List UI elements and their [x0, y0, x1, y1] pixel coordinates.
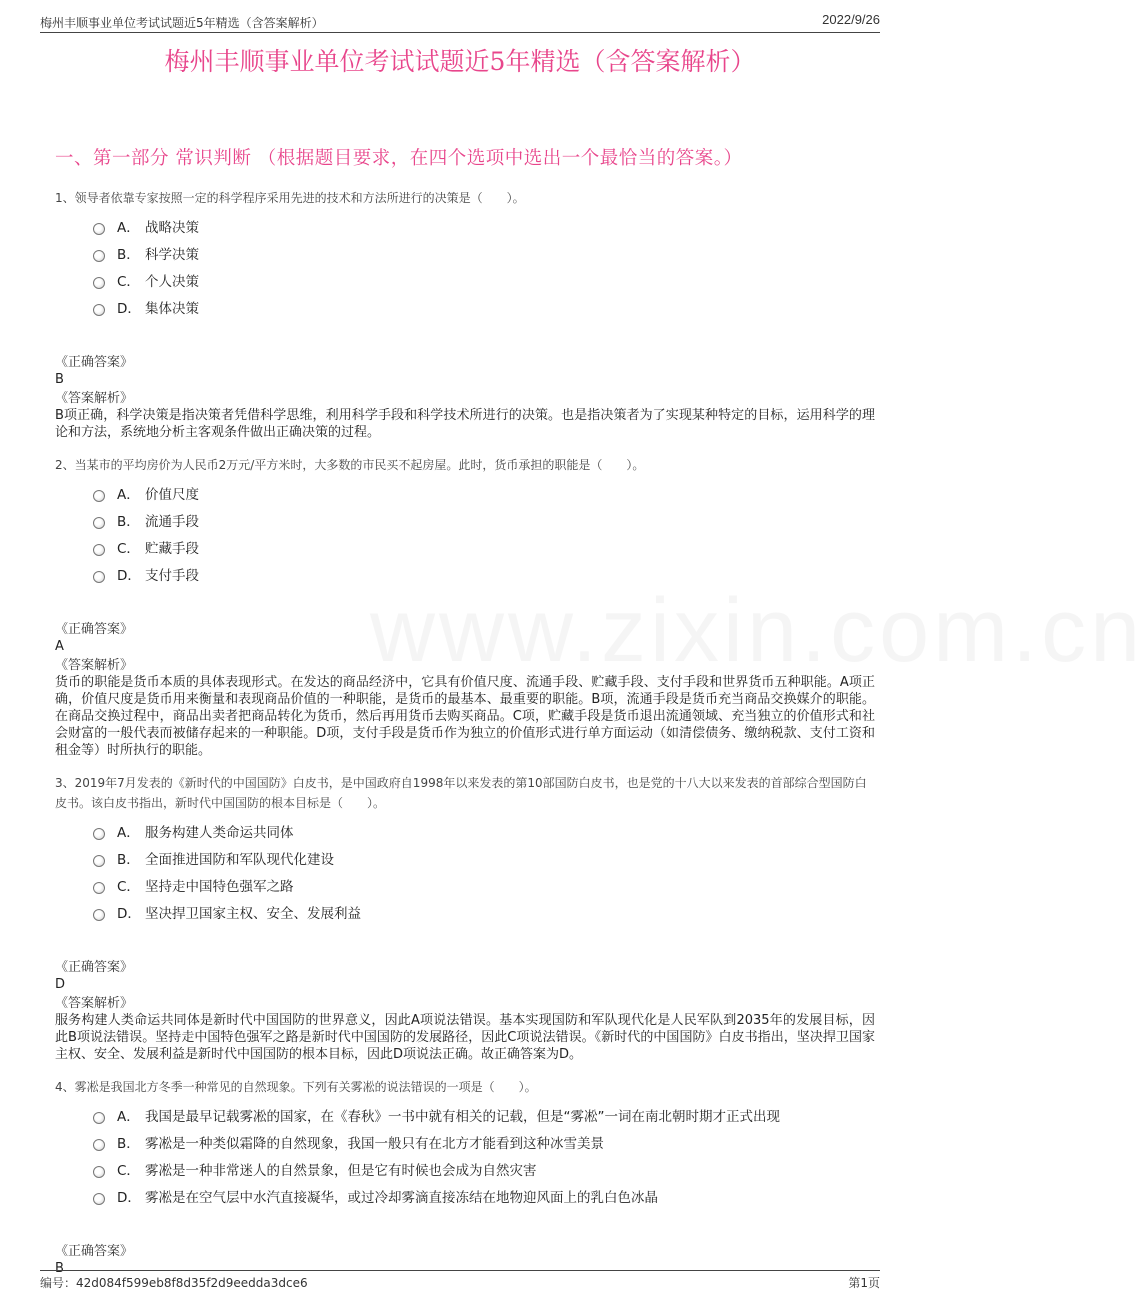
- option-text: 坚决捍卫国家主权、安全、发展利益: [145, 905, 361, 922]
- option-letter: C．: [117, 540, 140, 557]
- question-3: [55, 773, 875, 1063]
- option-letter: D．: [117, 567, 141, 584]
- explanation-label: 《答案解析》: [55, 658, 134, 673]
- option-letter: C．: [117, 273, 140, 290]
- question-4: [55, 1077, 875, 1277]
- question-list: [55, 188, 875, 1291]
- option-c[interactable]: [93, 871, 875, 898]
- radio-icon[interactable]: [93, 1166, 105, 1178]
- option-d[interactable]: [93, 560, 875, 587]
- radio-icon[interactable]: [93, 1112, 105, 1124]
- page-number: 第1页: [848, 1276, 880, 1290]
- option-text: 战略决策: [145, 219, 199, 236]
- option-letter: B．: [117, 246, 140, 263]
- answer-value: A: [55, 639, 64, 654]
- page-footer: [40, 1270, 880, 1291]
- option-letter: B．: [117, 513, 140, 530]
- option-text: 支付手段: [145, 567, 199, 584]
- radio-icon[interactable]: [93, 571, 105, 583]
- radio-icon[interactable]: [93, 544, 105, 556]
- watermark: www.zixin.com.cn: [370, 581, 1144, 681]
- option-a[interactable]: [93, 479, 875, 506]
- answer-value: D: [55, 977, 66, 992]
- option-letter: D．: [117, 1189, 141, 1206]
- question-1: [55, 188, 875, 441]
- option-text: 贮藏手段: [145, 540, 199, 557]
- answer-label: 《正确答案》: [55, 1244, 134, 1259]
- option-text: 流通手段: [145, 513, 199, 530]
- option-b[interactable]: [93, 844, 875, 871]
- option-c[interactable]: [93, 1155, 875, 1182]
- question-stem: 4、雾凇是我国北方冬季一种常见的自然现象。下列有关雾凇的说法错误的一项是（ ）。: [55, 1080, 537, 1094]
- option-b[interactable]: [93, 239, 875, 266]
- option-letter: D．: [117, 300, 141, 317]
- explanation-label: 《答案解析》: [55, 391, 134, 406]
- option-letter: A．: [117, 1108, 140, 1125]
- radio-icon[interactable]: [93, 277, 105, 289]
- radio-icon[interactable]: [93, 882, 105, 894]
- section-heading: 一、第一部分 常识判断 （根据题目要求，在四个选项中选出一个最恰当的答案。）: [55, 148, 743, 169]
- radio-icon[interactable]: [93, 250, 105, 262]
- answer-label: 《正确答案》: [55, 960, 134, 975]
- answer-value: B: [55, 372, 64, 387]
- explanation-label: 《答案解析》: [55, 996, 134, 1011]
- explanation-text: 货币的职能是货币本质的具体表现形式。在发达的商品经济中，它具有价值尺度、流通手段、贮藏手段、支付手段和世界货币五种职能。A项正确，价值尺度是货币用来衡量和表现商品价值的一种职能，是货币的最基本、最重要的职能。B项，流通手段是货币充当商品交换媒介的职能。在商品交换过程中，商品出卖者把商品转化为货币，然后再用货币去购买商品。C项，贮藏手段是货币退出流通领域、充当独立的价值形式和社会财富的一般代表而被储存起来的一种职能。D项，支付手段是货币作为独立的价值形式进行单方面运动（如清偿债务、缴纳税款、支付工资和租金等）时所执行的职能。: [55, 675, 875, 758]
- radio-icon[interactable]: [93, 517, 105, 529]
- radio-icon[interactable]: [93, 909, 105, 921]
- option-letter: D．: [117, 905, 141, 922]
- option-list: [93, 1101, 875, 1209]
- answer-label: 《正确答案》: [55, 622, 134, 637]
- option-letter: A．: [117, 219, 140, 236]
- radio-icon[interactable]: [93, 304, 105, 316]
- option-text: 价值尺度: [145, 486, 199, 503]
- option-d[interactable]: [93, 1182, 875, 1209]
- option-a[interactable]: [93, 212, 875, 239]
- option-b[interactable]: [93, 506, 875, 533]
- answer-value: B: [55, 1261, 64, 1276]
- option-d[interactable]: [93, 898, 875, 925]
- option-letter: B．: [117, 1135, 140, 1152]
- option-text: 我国是最早记载雾凇的国家，在《春秋》一书中就有相关的记载，但是“雾凇”一词在南北朝时期才正式出现: [145, 1108, 780, 1125]
- radio-icon[interactable]: [93, 1193, 105, 1205]
- option-letter: A．: [117, 486, 140, 503]
- header-doc-title: 梅州丰顺事业单位考试试题近5年精选（含答案解析）: [40, 16, 324, 30]
- option-text: 全面推进国防和军队现代化建设: [145, 851, 334, 868]
- radio-icon[interactable]: [93, 1139, 105, 1151]
- option-d[interactable]: [93, 293, 875, 320]
- option-letter: C．: [117, 878, 140, 895]
- option-b[interactable]: [93, 1128, 875, 1155]
- radio-icon[interactable]: [93, 828, 105, 840]
- question-2: [55, 455, 875, 759]
- answer-label: 《正确答案》: [55, 355, 134, 370]
- question-stem: 3、2019年7月发表的《新时代的中国国防》白皮书，是中国政府自1998年以来发表的第10部国防白皮书，也是党的十八大以来发表的首部综合型国防白皮书。该白皮书指出，新时代中国国防的根本目标是（ ）。: [55, 776, 867, 810]
- option-text: 雾凇是一种类似霜降的自然现象，我国一般只有在北方才能看到这种冰雪美景: [145, 1135, 604, 1152]
- option-a[interactable]: [93, 817, 875, 844]
- option-list: [93, 817, 875, 925]
- page-header: [40, 12, 880, 33]
- option-text: 雾凇是一种非常迷人的自然景象，但是它有时候也会成为自然灾害: [145, 1162, 537, 1179]
- header-date: 2022/9/26: [822, 12, 880, 27]
- explanation-text: B项正确，科学决策是指决策者凭借科学思维，利用科学手段和科学技术所进行的决策。也是指决策者为了实现某种特定的目标，运用科学的理论和方法，系统地分析主客观条件做出正确决策的过程。: [55, 408, 875, 440]
- option-text: 集体决策: [145, 300, 199, 317]
- option-text: 坚持走中国特色强军之路: [145, 878, 294, 895]
- question-stem: 2、当某市的平均房价为人民币2万元/平方米时，大多数的市民买不起房屋。此时，货币承担的职能是（ ）。: [55, 458, 645, 472]
- document-code: 编号：42d084f599eb8f8d35f2d9eedda3dce6: [40, 1276, 308, 1290]
- option-letter: A．: [117, 824, 140, 841]
- option-text: 个人决策: [145, 273, 199, 290]
- document-title: 梅州丰顺事业单位考试试题近5年精选（含答案解析）: [164, 47, 756, 76]
- option-text: 服务构建人类命运共同体: [145, 824, 294, 841]
- radio-icon[interactable]: [93, 490, 105, 502]
- option-c[interactable]: [93, 533, 875, 560]
- radio-icon[interactable]: [93, 223, 105, 235]
- option-list: [93, 479, 875, 587]
- option-letter: C．: [117, 1162, 140, 1179]
- option-text: 科学决策: [145, 246, 199, 263]
- option-c[interactable]: [93, 266, 875, 293]
- option-a[interactable]: [93, 1101, 875, 1128]
- radio-icon[interactable]: [93, 855, 105, 867]
- option-letter: B．: [117, 851, 140, 868]
- question-stem: 1、领导者依靠专家按照一定的科学程序采用先进的技术和方法所进行的决策是（ ）。: [55, 191, 525, 205]
- option-text: 雾凇是在空气层中水汽直接凝华，或过冷却雾滴直接冻结在地物迎风面上的乳白色冰晶: [145, 1189, 658, 1206]
- explanation-text: 服务构建人类命运共同体是新时代中国国防的世界意义，因此A项说法错误。基本实现国防和军队现代化是人民军队到2035年的发展目标，因此B项说法错误。坚持走中国特色强军之路是新时代中国国防的发展路径，因此C项说法错误。《新时代的中国国防》白皮书指出，坚决捍卫国家主权、安全、发展利益是新时代中国国防的根本目标，因此D项说法正确。故正确答案为D。: [55, 1013, 875, 1062]
- option-list: [93, 212, 875, 320]
